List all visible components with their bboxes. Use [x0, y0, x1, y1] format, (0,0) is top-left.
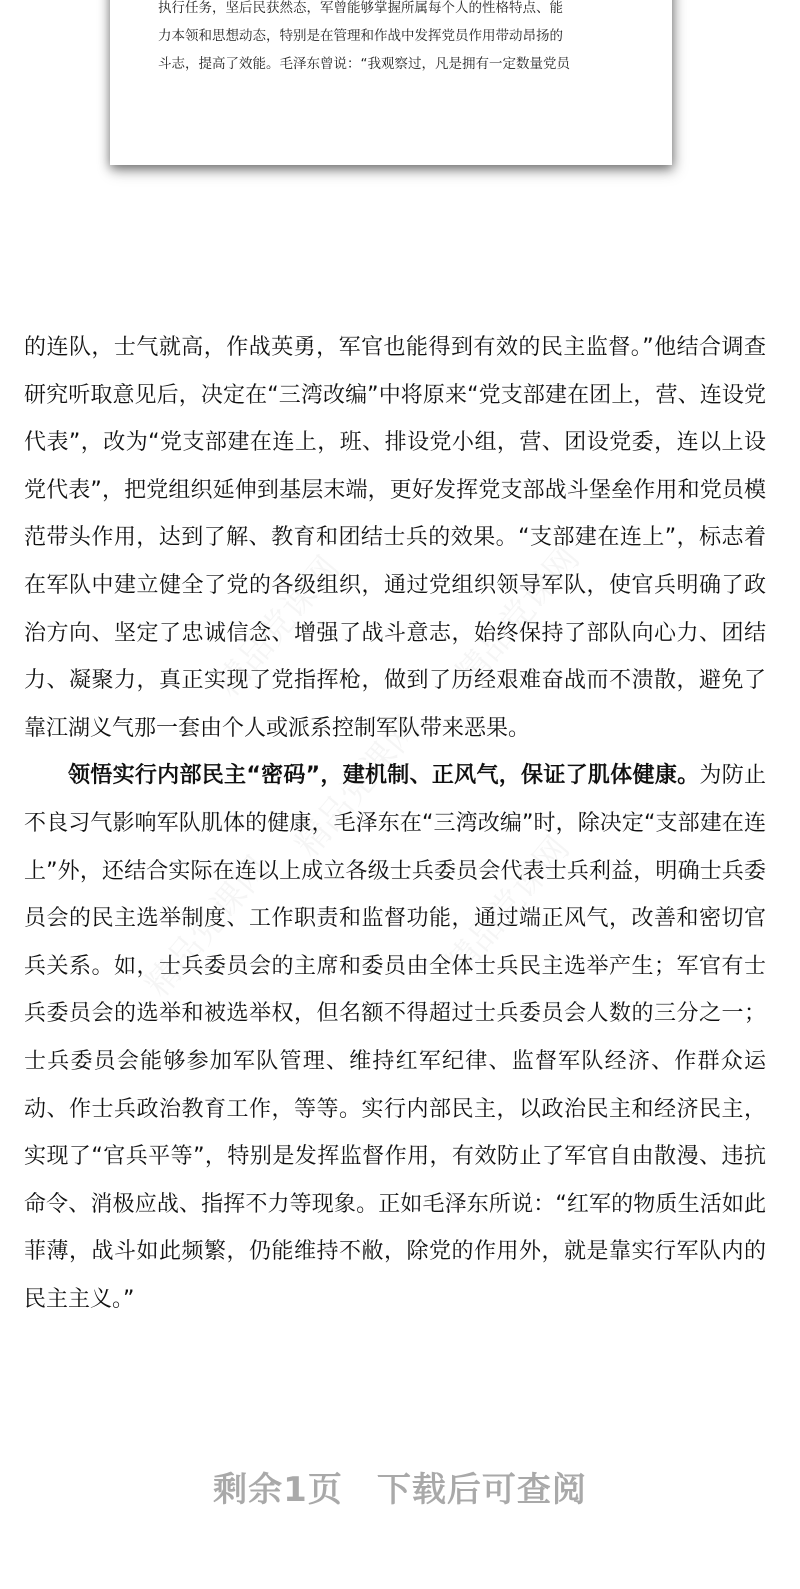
document-body [24, 324, 766, 1323]
download-prompt[interactable] [0, 1462, 800, 1511]
paragraph-body-text: 为防止不良习气影响军队肌体的健康，毛泽东在“三湾改编”时，除决定“支部建在连上”外，还结合实际在连以上成立各级士兵委员会代表士兵利益，明确士兵委员会的民主选举制度、工作职责和监督功能，通过端正风气，改善和密切官兵关系。如，士兵委员会的主席和委员由全体士兵民主选举产生；军官有士兵委员会的选举和被选举权，但名额不得超过士兵委员会人数的三分之一；士兵委员会能够参加军队管理、维持红军纪律、监督军队经济、作群众运动、作士兵政治教育工作，等等。实行内部民主，以政治民主和经济民主，实现了“官兵平等”，特别是发挥监督作用，有效防止了军官自由散漫、违抗命令、消极应战、指挥不力等现象。正如毛泽东所说：“红军的物质生活如此菲薄，战斗如此频繁，仍能维持不敝，除党的作用外，就是靠实行军队内的民主主义。” [24, 763, 766, 1312]
page-preview-card [110, 0, 672, 165]
preview-text [158, 0, 634, 78]
download-hint-label: 下载后可查阅 [376, 1470, 587, 1510]
watermark: 精品党课网 [287, 708, 428, 865]
paragraph-internal-democracy [24, 752, 766, 1323]
paragraph-continuation: 的连队，士气就高，作战英勇，军官也能得到有效的民主监督。”他结合调查研究听取意见后，决定在“三湾改编”中将原来“党支部建在团上，营、连设党代表”，改为“党支部建在连上，班、排设党小组，营、团设党委，连以上设党代表”，把党组织延伸到基层末端，更好发挥党支部战斗堡垒作用和党员模范带头作用，达到了解、教育和团结士兵的效果。“支部建在连上”，标志着在军队中建立健全了党的各级组织，通过党组织领导军队，使官兵明确了政治方向、坚定了忠诚信念、增强了战斗意志，始终保持了部队向心力、团结力、凝聚力，真正实现了党指挥枪，做到了历经艰难奋战而不溃散，避免了靠江湖义气那一套由个人或派系控制军队带来恶果。 [24, 335, 766, 741]
remaining-pages-label: 剩余1页 [213, 1470, 343, 1510]
preview-line-3: 斗志，提高了效能。毛泽东曾说：“我观察过，凡是拥有一定数量党员 [158, 56, 570, 72]
watermark: 精品党课网 [447, 538, 588, 695]
watermark: 精品党课网 [437, 828, 578, 985]
watermark: 精品党课网 [207, 548, 348, 705]
preview-line-2: 力本领和思想动态，特别是在管理和作战中发挥党员作用带动昂扬的 [158, 28, 563, 44]
preview-line-1: 执行任务，坚后民获然态，军曾能够掌握所属每个人的性格特点、能 [158, 0, 563, 16]
watermark: 精品党课网 [137, 848, 278, 1005]
paragraph-lead-sentence: 领悟实行内部民主“密码”，建机制、正风气，保证了肌体健康。 [68, 763, 700, 789]
